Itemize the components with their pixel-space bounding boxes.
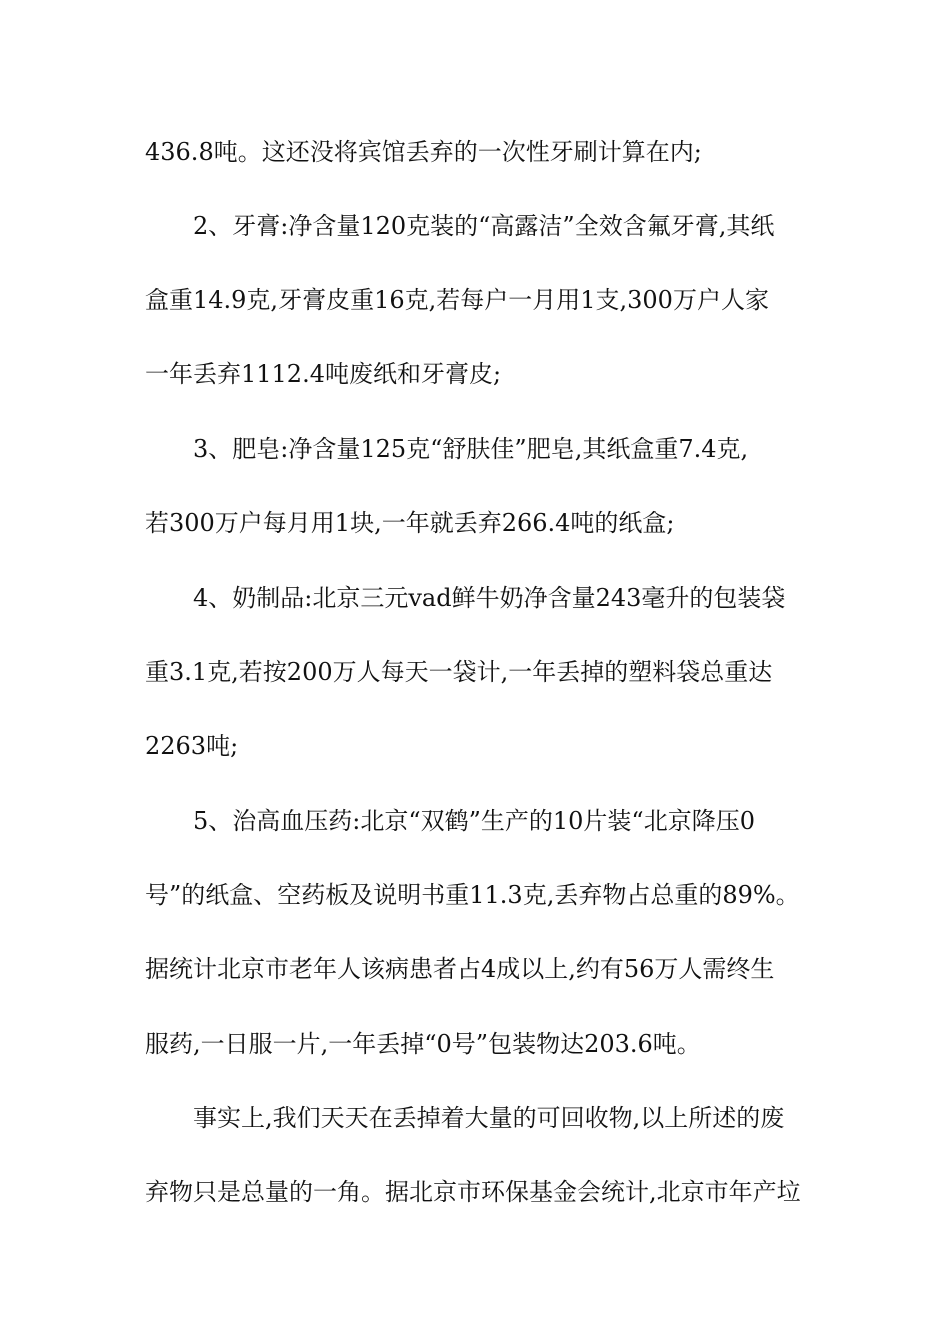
text-line: 一年丢弃1112.4吨废纸和牙膏皮; <box>145 360 502 388</box>
text-line: 2、牙膏:净含量120克装的“高露洁”全效含氟牙膏,其纸 <box>145 212 775 240</box>
text-line: 436.8吨。这还没将宾馆丢弃的一次性牙刷计算在内; <box>145 138 702 166</box>
text-line: 2263吨; <box>145 732 239 760</box>
text-line: 3、肥皂:净含量125克“舒肤佳”肥皂,其纸盒重7.4克, <box>145 435 749 463</box>
text-line: 若300万户每月用1块,一年就丢弃266.4吨的纸盒; <box>145 509 675 537</box>
text-line: 服药,一日服一片,一年丢掉“0号”包装物达203.6吨。 <box>145 1030 701 1058</box>
text-line: 4、奶制品:北京三元vad鲜牛奶净含量243毫升的包装袋 <box>145 584 786 612</box>
text-line: 重3.1克,若按200万人每天一袋计,一年丢掉的塑料袋总重达 <box>145 658 773 686</box>
text-line: 5、治高血压药:北京“双鹤”生产的10片装“北京降压0 <box>145 807 755 835</box>
text-line: 据统计北京市老年人该病患者占4成以上,约有56万人需终生 <box>145 955 775 983</box>
text-line: 号”的纸盒、空药板及说明书重11.3克,丢弃物占总重的89%。 <box>145 881 800 909</box>
text-line: 盒重14.9克,牙膏皮重16克,若每户一月用1支,300万户人家 <box>145 286 769 314</box>
text-line: 事实上,我们天天在丢掉着大量的可回收物,以上所述的废 <box>145 1104 785 1132</box>
text-line: 弃物只是总量的一角。据北京市环保基金会统计,北京市年产垃 <box>145 1178 801 1206</box>
